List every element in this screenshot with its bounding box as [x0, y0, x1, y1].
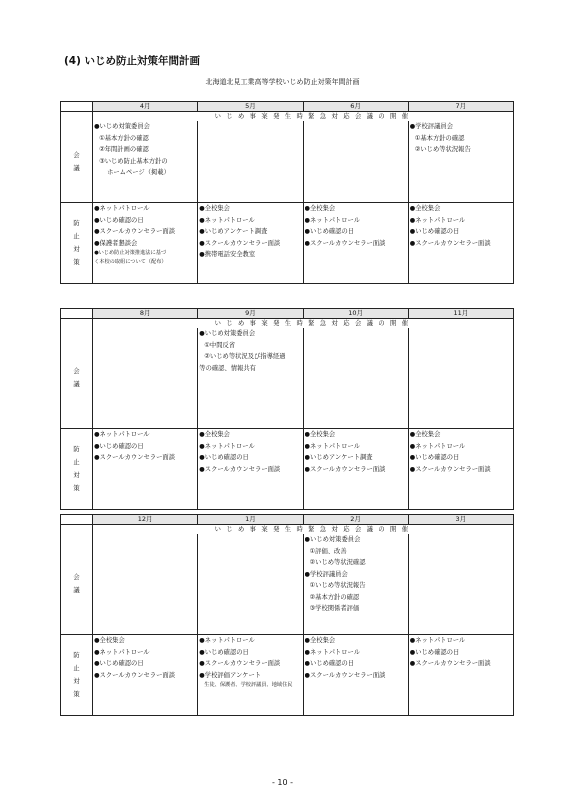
prevention-item: ●全校集会	[199, 205, 230, 212]
prevention-item: ●全校集会	[409, 205, 441, 212]
prevention-item: ●いじめ確認の日	[94, 442, 144, 450]
meeting-item: ●学校評議員会	[304, 570, 348, 578]
prevention-item: ●全校集会	[199, 431, 230, 438]
prevention-item: ●ネットパトロール	[409, 216, 466, 224]
meeting-cell	[303, 328, 408, 429]
month-header: 6月	[303, 102, 408, 112]
month-header: 1月	[198, 515, 303, 525]
prevention-item: ●携帯電話安全教室	[199, 251, 256, 258]
prevention-cell	[408, 203, 513, 284]
prevention-item: ●いじめ確認の日	[409, 228, 460, 235]
month-header: 2月	[303, 515, 408, 525]
category-char: 議	[73, 587, 80, 594]
prevention-item: 生徒、保護者、学校評議員、地域住民	[204, 682, 293, 688]
meeting-row	[61, 328, 514, 429]
plan-subtitle: 北海道北見工業高等学校いじめ防止対策年間計画	[205, 78, 360, 86]
prevention-cell	[303, 429, 408, 510]
prevention-item: ●ネットパトロール	[94, 205, 150, 212]
meeting-cell	[198, 328, 303, 429]
category-prevention	[61, 635, 93, 716]
meeting-item: ②いじめ等状況報告	[414, 146, 471, 153]
prevention-item: ●学校評価アンケート	[199, 671, 262, 679]
prevention-item: ●保護者懇談会	[94, 239, 138, 247]
meeting-item: ③学校関係者評価	[309, 605, 360, 612]
prevention-row	[61, 429, 514, 510]
prevention-item: ●ネットパトロール	[94, 648, 150, 656]
prevention-row	[61, 203, 514, 284]
category-char: 防	[73, 446, 80, 453]
meeting-item: ②いじめ等状況及び指導経過	[204, 353, 286, 360]
meeting-cell	[303, 534, 408, 635]
meeting-item: ①中間反省	[204, 341, 236, 349]
prevention-cell	[303, 635, 408, 716]
prevention-item: ●全校集会	[304, 431, 336, 438]
month-header: 9月	[198, 309, 303, 319]
meeting-cell	[198, 121, 303, 203]
prevention-cell	[408, 635, 513, 716]
prevention-item: ●全校集会	[94, 637, 125, 644]
prevention-item: ●ネットパトロール	[409, 637, 466, 644]
prevention-item: ●いじめ確認の日	[304, 660, 355, 667]
prevention-cell	[198, 635, 303, 716]
prevention-item: く本校の取組について（配布）	[94, 259, 167, 265]
category-char: 止	[73, 233, 80, 240]
meeting-item: ●いじめ対策委員会	[304, 536, 361, 543]
prevention-item: ●スクールカウンセラー面談	[304, 671, 386, 679]
category-char: 対	[73, 246, 80, 253]
category-meeting	[61, 328, 93, 429]
prevention-item: ●スクールカウンセラー面談	[199, 465, 281, 473]
meeting-item: ②年間計画の確認	[99, 146, 149, 153]
prevention-cell	[198, 429, 303, 510]
plan-table	[60, 308, 514, 510]
category-char: 策	[73, 691, 80, 698]
category-cell-top	[61, 525, 93, 535]
prevention-item: ●全校集会	[304, 637, 336, 644]
category-char: 策	[73, 259, 80, 266]
meeting-item: ①基本方針の確認	[99, 134, 149, 142]
prevention-item: ●スクールカウンセラー面談	[304, 465, 386, 473]
prevention-item: ●スクールカウンセラー面談	[409, 465, 491, 473]
prevention-item: ●いじめ確認の日	[94, 216, 144, 224]
prevention-item: ●ネットパトロール	[199, 216, 255, 224]
prevention-item: ●スクールカウンセラー面談	[94, 454, 175, 461]
category-prevention	[61, 429, 93, 510]
category-char: 会	[73, 151, 80, 159]
prevention-cell	[93, 203, 198, 284]
meeting-cell	[93, 328, 198, 429]
meeting-item: ①いじめ等状況報告	[309, 582, 366, 589]
category-prevention	[61, 203, 93, 284]
plan-table	[60, 101, 514, 284]
prevention-item: ●全校集会	[409, 431, 441, 438]
prevention-cell	[408, 429, 513, 510]
prevention-item: ●いじめアンケート調査	[304, 454, 373, 461]
meeting-row	[61, 121, 514, 203]
prevention-item: ●ネットパトロール	[304, 442, 360, 450]
prevention-cell	[93, 429, 198, 510]
category-char: 止	[73, 665, 80, 672]
category-char: 対	[73, 472, 80, 479]
prevention-item: ●いじめ確認の日	[409, 454, 460, 461]
prevention-item: ●スクールカウンセラー面談	[94, 671, 175, 679]
meeting-item: ●学校評議員会	[409, 123, 453, 130]
meeting-cell	[93, 534, 198, 635]
category-char: 対	[73, 678, 80, 685]
month-header-row	[61, 309, 514, 319]
prevention-row	[61, 635, 514, 716]
prevention-item: ●スクールカウンセラー面談	[409, 239, 491, 247]
meeting-cell	[408, 121, 513, 203]
meeting-item: ●いじめ対策委員会	[199, 330, 256, 337]
meeting-item: ②基本方針の確認	[309, 593, 360, 601]
meeting-item: ③いじめ防止基本方針の	[99, 157, 168, 165]
prevention-item: ●いじめアンケート調査	[199, 228, 268, 235]
prevention-item: ●いじめ防止対策推進法に基づ	[94, 250, 167, 256]
corner-cell	[61, 515, 93, 525]
month-header: 7月	[408, 102, 513, 112]
prevention-cell	[93, 635, 198, 716]
meeting-cell	[408, 534, 513, 635]
category-char: 防	[73, 652, 80, 659]
prevention-cell	[303, 203, 408, 284]
category-cell-top	[61, 112, 93, 122]
category-char: 会	[73, 368, 80, 375]
prevention-item: ●全校集会	[304, 205, 336, 212]
category-cell-top	[61, 319, 93, 329]
category-char: 議	[73, 381, 80, 388]
prevention-item: ●いじめ確認の日	[94, 660, 144, 667]
prevention-cell	[198, 203, 303, 284]
meeting-item: ②いじめ等状況確認	[309, 559, 366, 566]
month-header: 10月	[303, 309, 408, 319]
meeting-item: ホームページ（掲載）	[107, 169, 170, 176]
meeting-row	[61, 534, 514, 635]
category-char: 防	[73, 220, 80, 227]
month-header-row	[61, 515, 514, 525]
prevention-item: ●いじめ確認の日	[199, 454, 249, 461]
category-char: 止	[73, 459, 80, 466]
prevention-item: ●いじめ確認の日	[304, 228, 355, 235]
prevention-item: ●ネットパトロール	[304, 216, 360, 224]
emergency-meeting-banner: いじめ事案発生時緊急対応会議の開催	[93, 525, 514, 535]
emergency-meeting-banner: いじめ事案発生時緊急対応会議の開催	[93, 112, 514, 122]
prevention-item: ●スクールカウンセラー面談	[199, 660, 281, 667]
corner-cell	[61, 309, 93, 319]
prevention-item: ●ネットパトロール	[199, 442, 255, 450]
page-number: - 10 -	[271, 778, 294, 787]
prevention-item: ●スクールカウンセラー面談	[409, 660, 491, 667]
category-char: 会	[73, 574, 80, 581]
section-heading: (4) いじめ防止対策年間計画	[64, 55, 201, 67]
month-header: 4月	[93, 102, 198, 112]
prevention-item: ●いじめ確認の日	[199, 648, 249, 656]
month-header: 5月	[198, 102, 303, 112]
meeting-item: ①基本方針の確認	[414, 134, 465, 142]
meeting-cell	[303, 121, 408, 203]
meeting-cell	[93, 121, 198, 203]
category-char: 議	[73, 164, 80, 172]
prevention-item: ●ネットパトロール	[409, 442, 466, 450]
month-header: 3月	[408, 515, 513, 525]
meeting-item: 等の確認、情報共有	[199, 364, 256, 372]
meeting-item: ①評価、改善	[309, 547, 347, 555]
corner-cell	[61, 102, 93, 112]
month-header: 8月	[93, 309, 198, 319]
month-header: 11月	[408, 309, 513, 319]
category-meeting	[61, 534, 93, 635]
meeting-cell	[408, 328, 513, 429]
meeting-item: ●いじめ対策委員会	[94, 123, 150, 130]
prevention-item: ●スクールカウンセラー面談	[304, 239, 386, 247]
prevention-item: ●ネットパトロール	[304, 648, 360, 656]
category-char: 策	[73, 485, 80, 492]
month-header: 12月	[93, 515, 198, 525]
month-header-row	[61, 102, 514, 112]
emergency-meeting-banner: いじめ事案発生時緊急対応会議の開催	[93, 319, 514, 329]
prevention-item: ●スクールカウンセラー面談	[94, 228, 175, 235]
prevention-item: ●スクールカウンセラー面談	[199, 239, 281, 247]
prevention-item: ●いじめ確認の日	[409, 648, 460, 656]
prevention-item: ●ネットパトロール	[94, 431, 150, 438]
meeting-cell	[198, 534, 303, 635]
plan-table	[60, 514, 514, 716]
prevention-item: ●ネットパトロール	[199, 637, 255, 644]
category-meeting	[61, 121, 93, 203]
